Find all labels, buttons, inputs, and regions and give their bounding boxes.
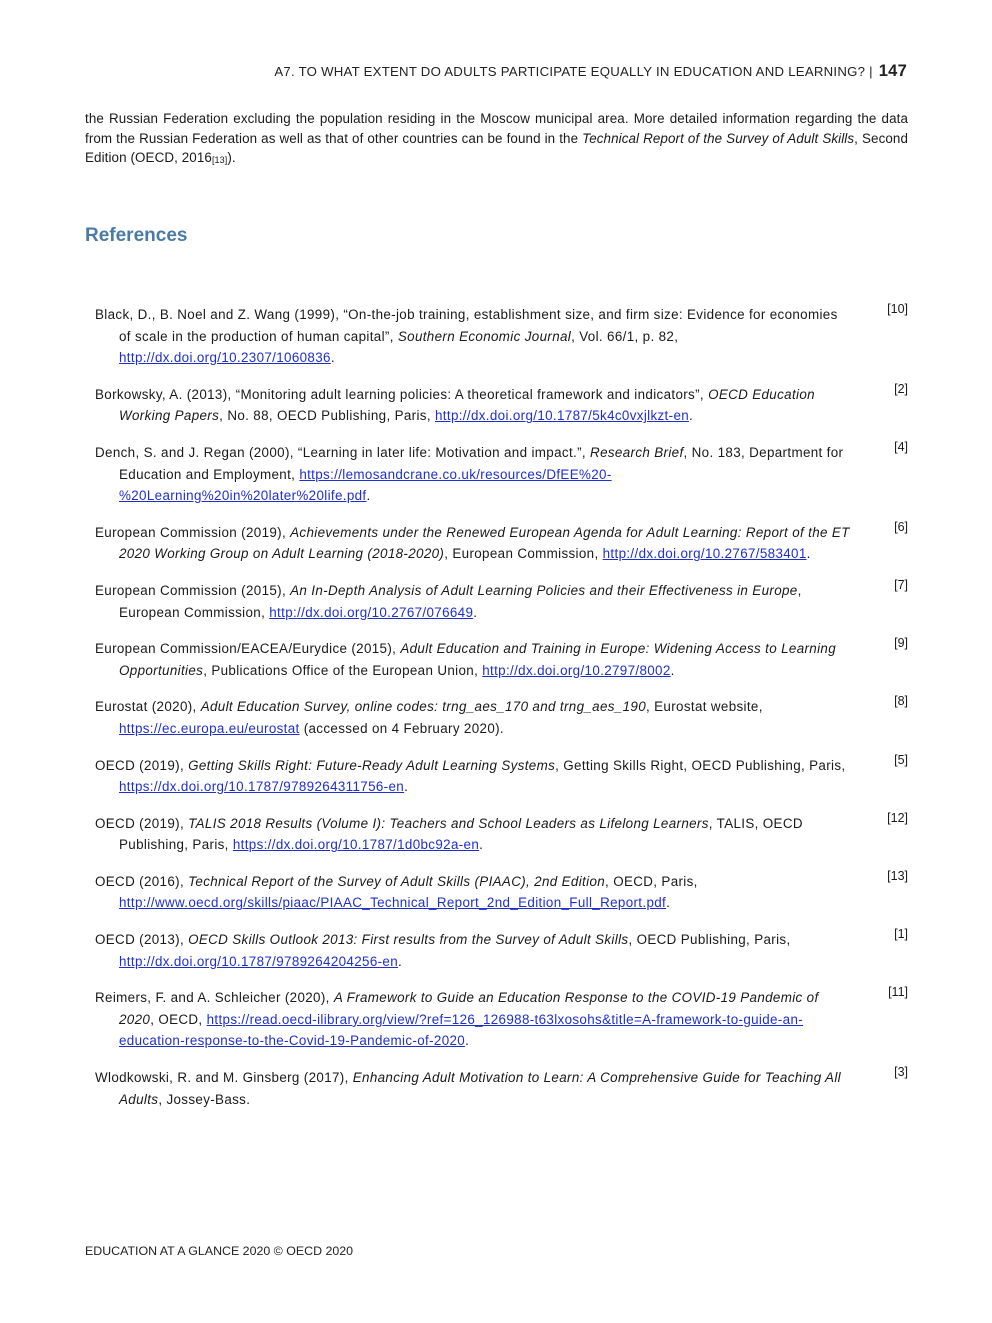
reference-tail: . <box>404 779 409 795</box>
reference-entry <box>95 577 908 623</box>
reference-entry <box>95 304 908 369</box>
intro-text-2: , Second Edition (OECD, 2016 <box>85 130 909 165</box>
reference-number: [4] <box>894 439 908 454</box>
reference-number: [12] <box>887 810 908 825</box>
reference-tail: . <box>366 488 371 504</box>
reference-title: Research Brief <box>590 444 684 460</box>
reference-title: A Framework to Guide an Education Response to the COVID-19 Pandemic of 2020 <box>119 990 819 1027</box>
reference-tail: . <box>473 604 478 620</box>
reference-link[interactable]: http://dx.doi.org/10.1787/5k4c0vxjlkzt-en <box>435 408 690 424</box>
reference-authors: Dench, S. and J. Regan (2000), “Learning in later life: Motivation and impact.”, <box>95 444 591 460</box>
reference-link[interactable]: http://dx.doi.org/10.2767/076649 <box>269 604 474 620</box>
references-list <box>95 304 908 1125</box>
reference-link[interactable]: http://dx.doi.org/10.2307/1060836 <box>119 350 331 366</box>
page-number: 147 <box>878 62 907 80</box>
intro-text-3: ). <box>227 150 236 165</box>
reference-link[interactable]: http://www.oecd.org/skills/piaac/PIAAC_Technical_Report_2nd_Edition_Full_Report.pdf <box>119 895 667 911</box>
reference-authors: OECD (2019), <box>95 815 189 831</box>
reference-number: [11] <box>888 985 908 1000</box>
reference-number: [1] <box>894 927 908 942</box>
reference-link[interactable]: http://dx.doi.org/10.1787/9789264204256-en <box>119 953 399 969</box>
reference-link[interactable]: https://dx.doi.org/10.1787/1d0bc92a-en <box>232 837 480 853</box>
reference-tail: . <box>398 953 403 969</box>
reference-publisher: , No. 88, OECD Publishing, Paris, <box>219 408 435 424</box>
reference-number: [5] <box>894 752 908 767</box>
reference-entry <box>95 810 908 856</box>
reference-tail: . <box>689 408 694 424</box>
reference-title: Getting Skills Right: Future-Ready Adult Learning Systems <box>188 757 556 773</box>
reference-entry <box>95 1067 908 1110</box>
reference-title: OECD Skills Outlook 2013: First results from the Survey of Adult Skills <box>188 932 629 948</box>
reference-authors: Black, D., B. Noel and Z. Wang (1999), “On-the-job training, establishment size, and firm size: Evidence for economies of scale in the production of human capital”, <box>95 307 838 344</box>
reference-link[interactable]: https://lemosandcrane.co.uk/resources/DfEE%20-%20Learning%20in%20later%20life.pdf <box>119 466 612 504</box>
reference-publisher: , Jossey-Bass. <box>158 1091 251 1107</box>
reference-link[interactable]: https://read.oecd-ilibrary.org/view/?ref=126_126988-t63lxosohs&title=A-framework-to-guide-an-education-response-to-the-Covid-19-Pandemic-of-2020 <box>119 1011 804 1049</box>
reference-number: [13] <box>887 868 908 883</box>
reference-authors: OECD (2016), <box>95 873 189 889</box>
reference-tail: . <box>479 837 484 853</box>
reference-number: [8] <box>894 694 908 709</box>
reference-number: [10] <box>887 302 908 316</box>
reference-title: Technical Report of the Survey of Adult Skills (PIAAC), 2nd Edition <box>188 873 606 889</box>
reference-entry <box>95 381 908 427</box>
reference-authors: European Commission (2019), <box>95 524 291 540</box>
reference-tail: . <box>666 895 671 911</box>
reference-title: Adult Education Survey, online codes: trng_aes_170 and trng_aes_190 <box>200 699 646 715</box>
reference-tail: . <box>806 546 811 562</box>
reference-tail: (accessed on 4 February 2020). <box>299 720 504 736</box>
reference-number: [9] <box>894 636 908 651</box>
reference-link[interactable]: https://ec.europa.eu/eurostat <box>119 720 300 736</box>
reference-title: Southern Economic Journal <box>397 328 572 344</box>
reference-tail: . <box>330 350 335 366</box>
reference-entry <box>95 439 908 507</box>
reference-tail: . <box>465 1033 470 1049</box>
reference-authors: OECD (2013), <box>95 932 189 948</box>
reference-publisher: , Getting Skills Right, OECD Publishing, Paris, <box>555 757 846 773</box>
reference-title: Achievements under the Renewed European Agenda for Adult Learning: Report of the ET 2020 Working Group on Adult Learning (2018-2020) <box>119 524 850 562</box>
reference-authors: Wlodkowski, R. and M. Ginsberg (2017), <box>95 1070 353 1086</box>
page-header <box>274 62 907 81</box>
reference-publisher: , No. 183, Department for Education and Employment, <box>119 444 844 482</box>
reference-publisher: , European Commission, <box>119 582 802 620</box>
intro-report-title: Technical Report of the Survey of Adult Skills <box>582 130 855 146</box>
reference-publisher: , Publications Office of the European Union, <box>203 662 483 678</box>
reference-authors: OECD (2019), <box>95 757 189 773</box>
reference-authors: Eurostat (2020), <box>95 699 201 715</box>
reference-publisher: , Vol. 66/1, p. 82, <box>571 328 679 344</box>
reference-number: [7] <box>894 577 908 592</box>
intro-citation: [13] <box>211 155 228 165</box>
reference-title: TALIS 2018 Results (Volume I): Teachers and School Leaders as Lifelong Learners <box>188 815 709 831</box>
reference-link[interactable]: http://dx.doi.org/10.2797/8002 <box>482 662 671 678</box>
reference-link[interactable]: http://dx.doi.org/10.2767/583401 <box>602 546 807 562</box>
reference-authors: Reimers, F. and A. Schleicher (2020), <box>95 990 334 1006</box>
reference-authors: European Commission (2015), <box>95 582 291 598</box>
references-heading: References <box>85 225 188 246</box>
reference-link[interactable]: https://dx.doi.org/10.1787/9789264311756-en <box>119 779 405 795</box>
reference-number: [2] <box>894 381 908 396</box>
reference-title: Enhancing Adult Motivation to Learn: A Comprehensive Guide for Teaching All Adults <box>119 1070 841 1107</box>
reference-authors: European Commission/EACEA/Eurydice (2015), <box>95 641 401 657</box>
reference-number: [3] <box>894 1065 908 1080</box>
reference-entry <box>95 638 908 681</box>
intro-paragraph <box>85 109 908 170</box>
reference-publisher: , European Commission, <box>444 546 603 562</box>
reference-publisher: , TALIS, OECD Publishing, Paris, <box>119 815 803 853</box>
reference-authors: Borkowsky, A. (2013), “Monitoring adult learning policies: A theoretical framework and indicators”, <box>95 386 709 402</box>
chapter-title: A7. TO WHAT EXTENT DO ADULTS PARTICIPATE EQUALLY IN EDUCATION AND LEARNING? | <box>274 64 873 79</box>
reference-entry <box>95 696 908 739</box>
reference-title: OECD Education Working Papers <box>119 386 815 424</box>
page-footer: EDUCATION AT A GLANCE 2020 © OECD 2020 <box>85 1244 354 1258</box>
intro-text: the Russian Federation excluding the population residing in the Moscow municipal area. More detailed information regarding the data from the Russian Federation as well as that of other countries can be found in the <box>85 111 908 146</box>
reference-entry <box>95 519 908 565</box>
reference-publisher: , OECD, <box>150 1011 207 1027</box>
reference-number: [6] <box>894 519 908 534</box>
reference-entry <box>95 752 908 798</box>
reference-publisher: , Eurostat website, <box>646 699 763 715</box>
reference-entry <box>95 868 908 914</box>
reference-title: An In-Depth Analysis of Adult Learning Policies and their Effectiveness in Europe <box>290 582 798 598</box>
reference-tail: . <box>670 662 675 678</box>
reference-entry <box>95 929 908 972</box>
reference-publisher: , OECD Publishing, Paris, <box>628 932 791 948</box>
reference-publisher: , OECD, Paris, <box>605 873 698 889</box>
reference-title: Adult Education and Training in Europe: Widening Access to Learning Opportunities <box>119 641 837 678</box>
reference-entry <box>95 987 908 1052</box>
